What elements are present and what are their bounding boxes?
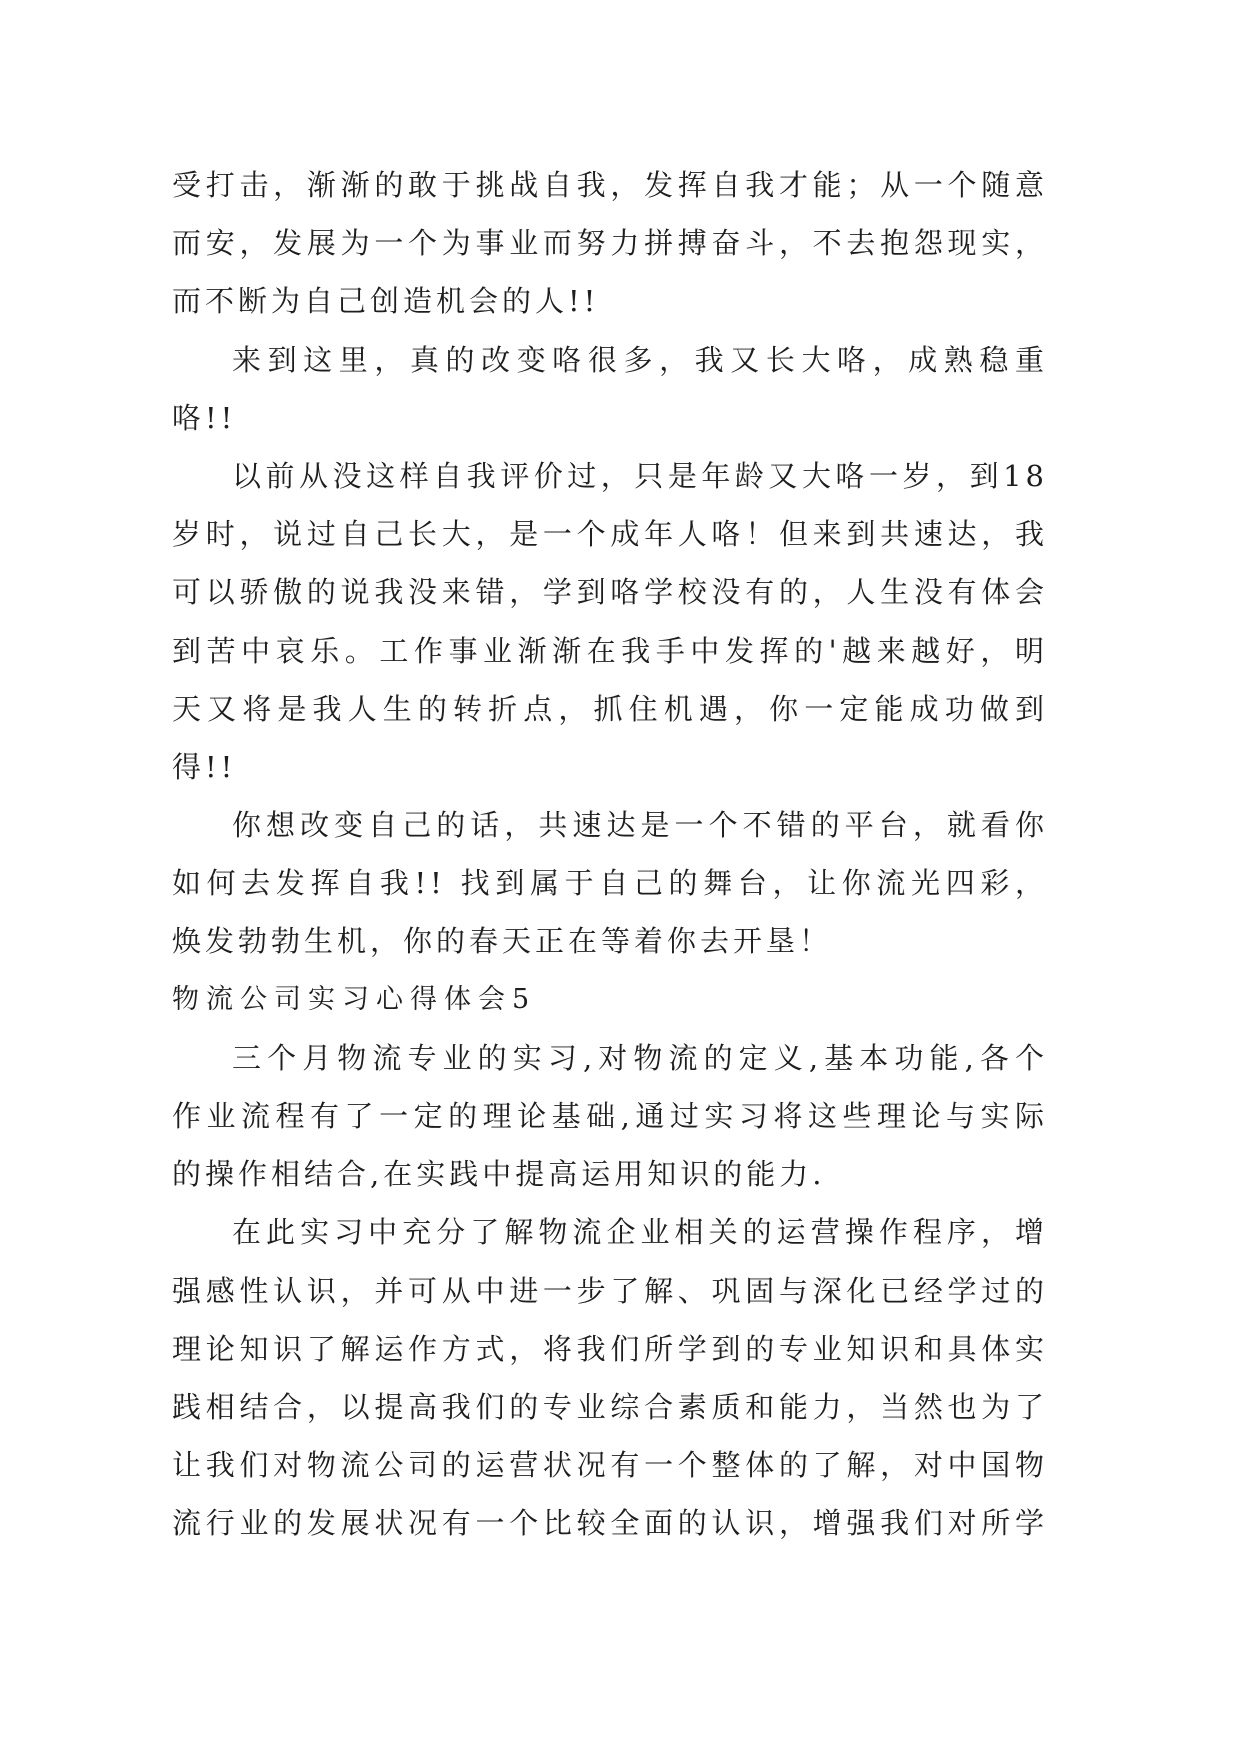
paragraph [172,1029,1048,1204]
paragraph-line: 的操作相结合,在实践中提高运用知识的能力. [172,1157,826,1192]
paragraph-line: 你想改变自己的话，共速达是一个不错的平台，就看你 [232,808,1048,843]
paragraph-line: 岁时，说过自己长大，是一个成年人咯！但来到共速达，我 [172,517,1048,552]
paragraph-line: 受打击，渐渐的敢于挑战自我，发挥自我才能；从一个随意 [172,168,1048,202]
paragraph-line: 让我们对物流公司的运营状况有一个整体的了解，对中国物 [172,1448,1048,1483]
paragraph-line: 得!! [172,749,237,784]
paragraph-line: 理论知识了解运作方式，将我们所学到的专业知识和具体实 [172,1331,1048,1366]
section-heading: 物流公司实习心得体会5 [172,983,537,1015]
paragraph-line: 在此实习中充分了解物流企业相关的运营操作程序，增 [232,1215,1048,1250]
paragraph-line: 流行业的发展状况有一个比较全面的认识，增强我们对所学 [172,1506,1048,1541]
paragraph [172,331,1048,447]
paragraph-line: 天又将是我人生的转折点，抓住机遇，你一定能成功做到 [172,691,1048,726]
paragraph-line: 焕发勃勃生机，你的春天正在等着你去开垦！ [172,924,833,959]
paragraph-line: 以前从没这样自我评价过，只是年龄又大咯一岁，到18 [232,458,1048,493]
paragraph-line: 来到这里，真的改变咯很多，我又长大咯，成熟稳重 [232,342,1048,377]
paragraph-line: 作业流程有了一定的理论基础,通过实习将这些理论与实际 [172,1099,1048,1133]
paragraph-line: 三个月物流专业的实习,对物流的定义,基本功能,各个 [232,1040,1048,1075]
paragraph-line: 而安，发展为一个为事业而努力拼搏奋斗，不去抱怨现实， [172,226,1048,261]
paragraph [172,156,1048,331]
paragraph-line: 咯!! [172,400,237,435]
paragraph [172,796,1048,971]
paragraph-line: 如何去发挥自我!! 找到属于自己的舞台，让你流光四彩， [172,866,1048,901]
paragraph-line: 践相结合，以提高我们的专业综合素质和能力，当然也为了 [172,1389,1048,1424]
paragraph-line: 强感性认识，并可从中进一步了解、巩固与深化已经学过的 [172,1273,1048,1308]
paragraph [172,447,1048,796]
paragraph-line: 而不断为自己创造机会的人!! [172,284,600,319]
document-body [172,156,1048,1553]
paragraph-line: 可以骄傲的说我没来错，学到咯学校没有的，人生没有体会 [172,575,1048,610]
paragraph-line: 到苦中哀乐。工作事业渐渐在我手中发挥的'越来越好，明 [172,633,1048,668]
paragraph [172,1203,1048,1552]
